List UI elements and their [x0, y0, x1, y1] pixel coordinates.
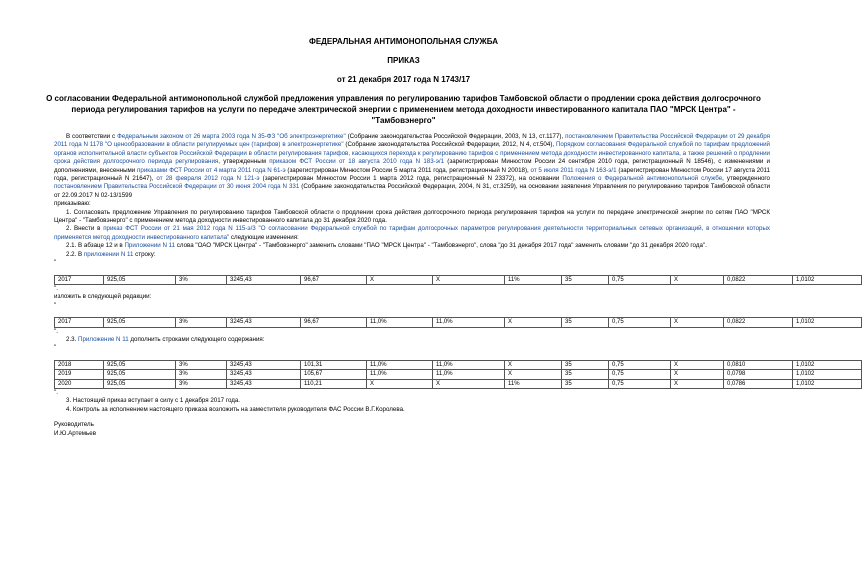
text: В соответствии с — [66, 133, 118, 140]
table-row — [55, 379, 862, 388]
new-row-table — [54, 317, 862, 327]
table-cell: 3245,43 — [227, 370, 301, 379]
table-cell: 11,0% — [367, 318, 433, 327]
table-cell: 2017 — [55, 275, 104, 284]
old-row-table — [54, 275, 862, 285]
table-cell: X — [505, 370, 562, 379]
order-word: приказываю: — [54, 200, 91, 208]
table-cell: X — [367, 379, 433, 388]
quote-open: " — [54, 301, 57, 309]
signature-name: И.Ю.Артемьев — [54, 429, 96, 437]
spacer — [54, 268, 770, 275]
table-cell: 3245,43 — [227, 275, 301, 284]
table-cell: 35 — [562, 360, 609, 369]
table-cell: 96,67 — [301, 275, 367, 284]
table-cell: 11,0% — [433, 360, 505, 369]
table-cell: 11,0% — [433, 318, 505, 327]
paragraph-2-3 — [54, 336, 770, 344]
doc-type: ПРИКАЗ — [387, 56, 420, 65]
table-cell: 11,0% — [433, 370, 505, 379]
text: следующие изменения: — [229, 233, 299, 241]
table-cell: 925,05 — [104, 360, 176, 369]
table-cell: 11% — [505, 275, 562, 284]
table-cell: 0,0798 — [724, 370, 793, 379]
doc-date-number: от 21 декабря 2017 года N 1743/17 — [336, 75, 471, 84]
quote-close: ". — [54, 284, 58, 292]
table-cell: X — [433, 379, 505, 388]
table-cell: 110,21 — [301, 379, 367, 388]
link-appendix-11[interactable]: приложении N 11 — [83, 250, 134, 258]
table-cell: 0,0786 — [724, 379, 793, 388]
preamble — [54, 133, 770, 200]
link-fst-order-183[interactable]: приказом ФСТ России от 18 августа 2010 года N 183-э/1 — [269, 158, 445, 166]
agency-title: ФЕДЕРАЛЬНАЯ АНТИМОНОПОЛЬНАЯ СЛУЖБА — [309, 37, 498, 46]
table-cell: 35 — [562, 370, 609, 379]
link-government-decree-1178[interactable]: постановлением Правительства Российской Федерации от 29 декабря 2011 года N 1178 "О ценообразовании в области регулируемых цен (тарифов) в электроэнергетике" — [54, 133, 771, 149]
table-cell: X — [671, 318, 724, 327]
table-cell: 0,75 — [609, 318, 671, 327]
table-cell: 0,75 — [609, 360, 671, 369]
table-cell: 35 — [562, 318, 609, 327]
signature-role: Руководитель — [54, 421, 94, 429]
link-government-decree-331[interactable]: постановлением Правительства Российской Федерации от 30 июня 2004 года N 331 — [54, 183, 300, 191]
table-cell: 3245,43 — [227, 379, 301, 388]
table-cell: 3% — [176, 370, 227, 379]
text: (Собрание законодательства Российской Федерации, 2003, N 13, ст.1177), — [345, 133, 566, 140]
table-cell: 1,0102 — [793, 379, 862, 388]
table-cell: 0,0822 — [724, 318, 793, 327]
table-cell: 101,31 — [301, 360, 367, 369]
table-cell: X — [505, 318, 562, 327]
table-cell: 3245,43 — [227, 360, 301, 369]
document-body — [54, 133, 815, 438]
table-cell: X — [671, 370, 724, 379]
table-cell: 0,75 — [609, 370, 671, 379]
link-fst-order-61[interactable]: приказами ФСТ России от 4 марта 2011 года N 61-э — [137, 166, 286, 174]
text: , утвержденного — [722, 175, 770, 183]
table-cell: 1,0102 — [793, 360, 862, 369]
table-row — [55, 370, 862, 379]
link-fst-order-163[interactable]: от 5 июля 2011 года N 163-э/1 — [530, 166, 617, 174]
spacer — [54, 310, 770, 317]
table-cell: 3% — [176, 360, 227, 369]
paragraph-1: 1. Согласовать предложение Управления по регулированию тарифов Тамбовской области о продлении срока действия долгосрочного периода регулирования тарифов на услуги по передаче электрической энергии по сетям ПАО "МРСК Центра" - "Тамбовэнерго" с применением метода доходности инвестированного капитала до 31 декабря 2020 года. — [54, 208, 770, 225]
table-cell: 2018 — [55, 360, 104, 369]
paragraph-2 — [54, 225, 770, 242]
table-cell: 35 — [562, 275, 609, 284]
table-cell: 2019 — [55, 370, 104, 379]
table-row — [55, 318, 862, 327]
text: слова "ОАО "МРСК Центра" - "Тамбовэнерго" заменить словами "ПАО "МРСК Центра" - "Тамбовэнерго", слова "до 31 декабря 2017 года" заменить словами "до 31 декабря 2020 года". — [175, 242, 707, 250]
paragraph-3: 3. Настоящий приказ вступает в силу с 1 декабря 2017 года. — [66, 397, 241, 405]
table-cell: 925,05 — [104, 318, 176, 327]
table-cell: 11,0% — [367, 370, 433, 379]
doc-title: О согласовании Федеральной антимонопольной службой предложения управления по регулированию тарифов Тамбовской области о продлении срока действия долгосрочного периода регулирования тарифов на услуги по передаче электрической энергии с применением метода доходности инвестированного капитала ПАО "МРСК Центра" - "Тамбовэнерго" — [46, 94, 761, 125]
text: (зарегистрирован Минюстом России 1 марта 2012 года, регистрационный N 23372), на основании — [259, 175, 563, 183]
table-cell: 0,0810 — [724, 360, 793, 369]
spacer — [54, 414, 770, 421]
text: (зарегистрирован Минюстом России 17 августа 2011 года, регистрационный N 21647), — [54, 166, 770, 183]
paragraph-2-2 — [54, 251, 770, 259]
table-cell: 11% — [505, 379, 562, 388]
spacer — [54, 353, 770, 360]
text: (Собрание законодательства Российской Федерации, 2004, N 31, ст.3259), на основании заявления Управления по регулированию тарифов Тамбовской области от 22.09.2017 N 02-13/1599 — [54, 183, 770, 199]
table-cell: 2017 — [55, 318, 104, 327]
table-cell: X — [671, 379, 724, 388]
replace-text: изложить в следующей редакции: — [54, 293, 152, 301]
table-cell: 1,0102 — [793, 370, 862, 379]
table-cell: 0,75 — [609, 379, 671, 388]
quote-close: ". — [54, 388, 58, 396]
table-row — [55, 275, 862, 284]
text: (зарегистрирован Минюстом России 5 марта 2011 года, регистрационный N 20018), — [285, 166, 531, 174]
table-cell: 0,0822 — [724, 275, 793, 284]
table-cell: 0,75 — [609, 275, 671, 284]
text: 2.1. В абзаце 12 и в — [66, 242, 125, 250]
link-fst-order-115[interactable]: приказ ФСТ России от 21 мая 2012 года N 115-э/3 "О согласовании Федеральной службой по тарифам долгосрочных параметров регулирования деятельности территориальных сетевых организаций, в отношении которых применяется метод доходности инвестированного капитала" — [54, 225, 770, 241]
table-cell: 105,67 — [301, 370, 367, 379]
text: дополнить строками следующего содержания: — [128, 335, 265, 343]
link-fas-regulation[interactable]: Положения о Федеральной антимонопольной службе — [562, 175, 723, 183]
table-cell: 1,0102 — [793, 318, 862, 327]
table-cell: 2020 — [55, 379, 104, 388]
table-cell: 35 — [562, 379, 609, 388]
paragraph-4: 4. Контроль за исполнением настоящего приказа возложить на заместителя руководителя ФАС России В.Г.Королева. — [66, 405, 405, 413]
link-approval-procedure[interactable]: Порядком согласования Федеральной службой по тарифам предложений органов исполнительной власти субъектов Российской Федерации в области регулирования тарифов, касающихся перехода к регулированию тарифов с применением метода доходности инвестированного капитала, а также решений о продлении срока действия долгосрочного периода регулирования — [54, 141, 770, 166]
quote-open: " — [54, 259, 57, 267]
link-federal-law[interactable]: Федеральным законом от 26 марта 2003 года N 35-ФЗ "Об электроэнергетике" — [117, 133, 346, 140]
added-rows-table — [54, 360, 862, 389]
table-cell: 1,0102 — [793, 275, 862, 284]
table-row — [55, 360, 862, 369]
quote-open: " — [54, 344, 57, 352]
table-cell: 3245,43 — [227, 318, 301, 327]
table-cell: 3% — [176, 318, 227, 327]
table-cell: X — [671, 275, 724, 284]
link-appendix-11[interactable]: Приложение N 11 — [78, 335, 129, 343]
quote-close: ". — [54, 327, 58, 335]
text: (зарегистрирован Минюстом России 24 сентября 2010 года, регистрационный N 18546), с изменениями и дополнениями, внесенными — [54, 158, 770, 174]
text: 2.3. — [66, 335, 79, 343]
text: 2. Внести в — [66, 225, 104, 233]
table-cell: 96,67 — [301, 318, 367, 327]
table-cell: 925,05 — [104, 370, 176, 379]
text: , утвержденным — [218, 158, 270, 166]
link-fst-order-121[interactable]: от 28 февраля 2012 года N 121-э — [156, 175, 260, 183]
table-cell: X — [367, 275, 433, 284]
table-cell: 3% — [176, 379, 227, 388]
link-appendix-11[interactable]: Приложении N 11 — [124, 242, 176, 250]
table-cell: 11,0% — [367, 360, 433, 369]
text: строку: — [133, 250, 156, 258]
text: (Собрание законодательства Российской Федерации, 2012, N 4, ст.504), — [343, 141, 556, 149]
table-cell: X — [671, 360, 724, 369]
text: 2.2. В — [66, 250, 84, 258]
table-cell: 925,05 — [104, 275, 176, 284]
paragraph-2-1 — [54, 242, 770, 250]
table-cell: 3% — [176, 275, 227, 284]
table-cell: X — [505, 360, 562, 369]
table-cell: 925,05 — [104, 379, 176, 388]
table-cell: X — [433, 275, 505, 284]
